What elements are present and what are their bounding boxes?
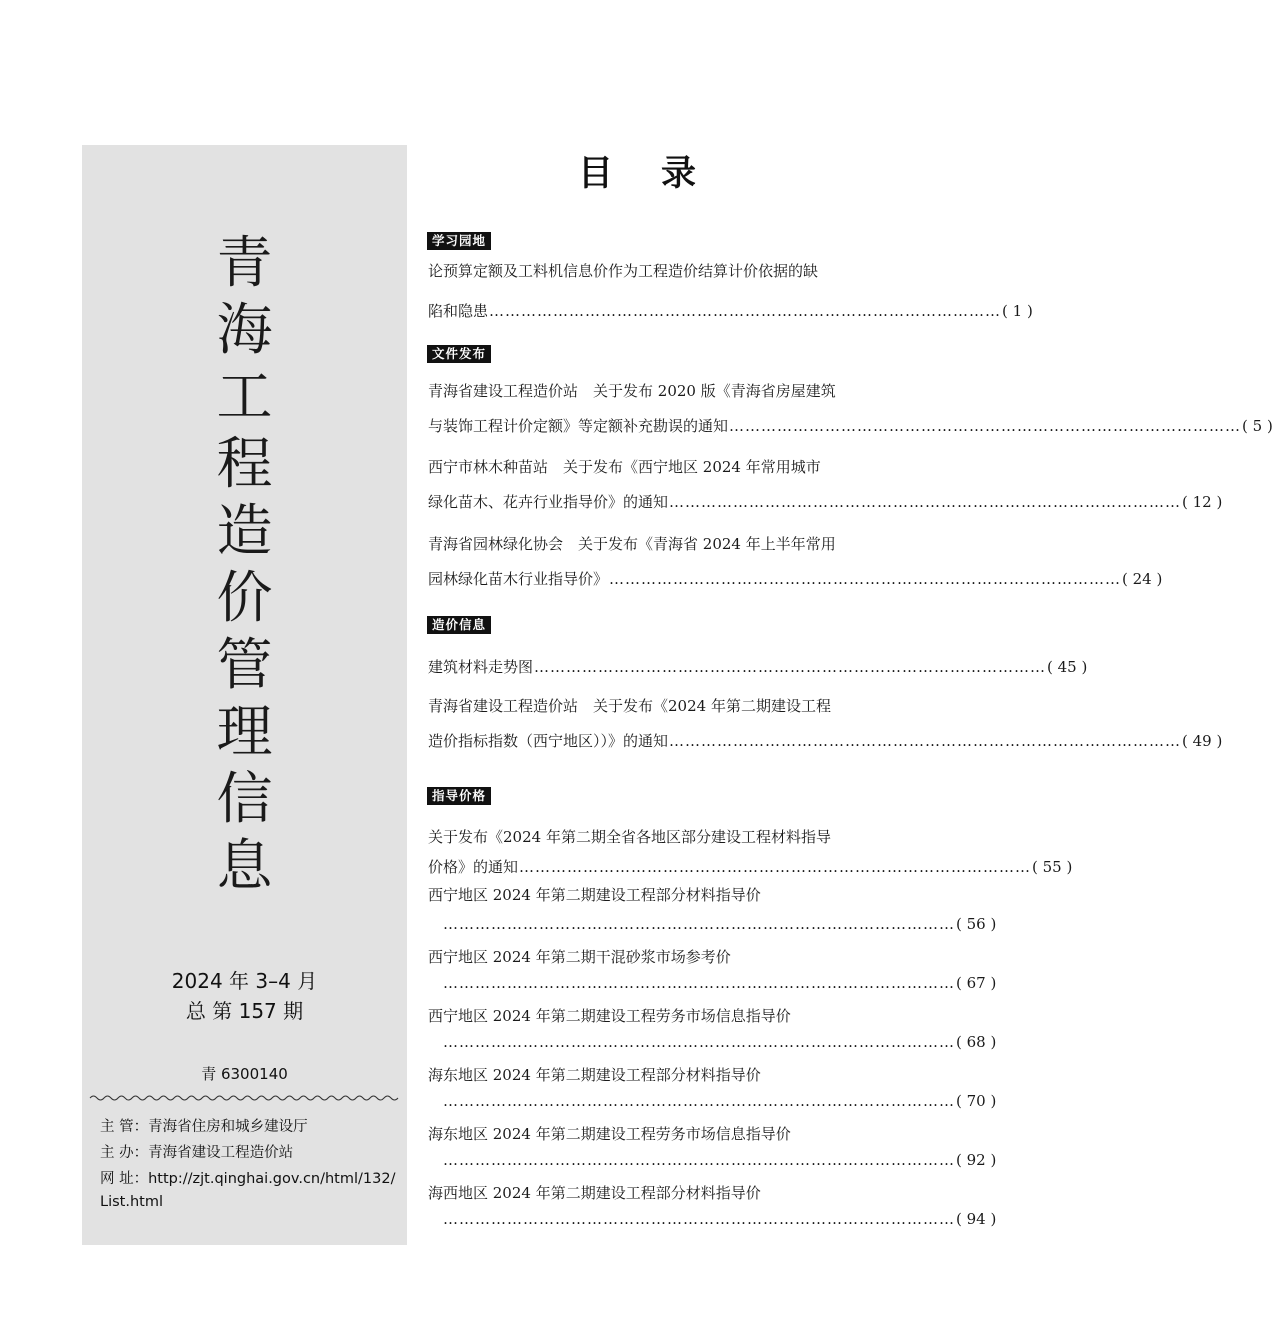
title-char: 价 <box>216 566 273 631</box>
page-number: ( 45 ) <box>1047 658 1088 676</box>
toc-entry-line[interactable] <box>428 883 870 907</box>
leader-dots: …………………………………………………………………………………… <box>609 570 1122 588</box>
toc-title: 目录 <box>578 154 745 194</box>
leader-dots: …………………………………………………………………………………… <box>669 493 1182 511</box>
toc-entry-text: 价格》的通知 <box>428 858 519 876</box>
toc-entry-line[interactable] <box>428 1181 870 1205</box>
title-char: 信 <box>216 767 273 832</box>
page-number: ( 70 ) <box>956 1092 997 1110</box>
page-number: ( 92 ) <box>956 1151 997 1169</box>
website-info-continued: List.html <box>100 1194 163 1210</box>
section-tag-documents: 文件发布 <box>427 345 491 363</box>
leader-dots: …………………………………………………………………………………… <box>729 417 1242 435</box>
toc-entry-line[interactable] <box>428 299 1033 323</box>
toc-entry-text: 园林绿化苗木行业指导价》 <box>428 570 609 588</box>
leader-dots: …………………………………………………………………………………… <box>443 1092 955 1110</box>
title-char: 程 <box>216 432 273 497</box>
toc-entry-line[interactable] <box>428 945 870 969</box>
page-number: ( 55 ) <box>1032 858 1073 876</box>
toc-entry-text: 造价指标指数（西宁地区））》的通知 <box>428 732 669 750</box>
toc-entry-line[interactable] <box>428 1063 870 1087</box>
page-number: ( 24 ) <box>1122 570 1163 588</box>
toc-entry-text: 海东地区 2024 年第二期建设工程劳务市场信息指导价 <box>428 1125 791 1143</box>
website-info: 网 址：http://zjt.qinghai.gov.cn/html/132/ <box>100 1171 396 1187</box>
page-number: ( 1 ) <box>1002 302 1033 320</box>
toc-entry-line[interactable] <box>428 1122 870 1146</box>
toc-entry-text: 青海省园林绿化协会 关于发布《青海省 2024 年上半年常用 <box>428 535 836 553</box>
toc-entry-line[interactable] <box>428 729 1223 753</box>
page-number: ( 49 ) <box>1182 732 1223 750</box>
toc-entry-text: 青海省建设工程造价站 关于发布 2020 版《青海省房屋建筑 <box>428 382 836 400</box>
toc-entry-line[interactable] <box>428 1030 997 1054</box>
leader-dots: …………………………………………………………………………………… <box>443 915 955 933</box>
toc-entry-line[interactable] <box>428 1089 997 1113</box>
toc-entry-line[interactable] <box>428 379 870 403</box>
sponsor-info: 主 办：青海省建设工程造价站 <box>100 1145 294 1161</box>
toc-entry-text: 西宁地区 2024 年第二期干混砂浆市场参考价 <box>428 948 731 966</box>
toc-entry-line[interactable] <box>428 1004 870 1028</box>
toc-entry-line[interactable] <box>428 455 870 479</box>
toc-entry-text: 青海省建设工程造价站 关于发布《2024 年第二期建设工程 <box>428 697 831 715</box>
leader-dots: …………………………………………………………………………………… <box>534 658 1047 676</box>
leader-dots: …………………………………………………………………………………… <box>443 1033 955 1051</box>
toc-entry-line[interactable] <box>428 971 997 995</box>
leader-dots: …………………………………………………………………………………… <box>443 1151 955 1169</box>
page-number: ( 5 ) <box>1242 417 1273 435</box>
leader-dots: …………………………………………………………………………………… <box>489 302 1002 320</box>
leader-dots: …………………………………………………………………………………… <box>519 858 1032 876</box>
title-char: 息 <box>216 834 273 899</box>
page-number: ( 56 ) <box>956 915 997 933</box>
toc-entry-line[interactable] <box>428 855 1073 879</box>
leader-dots: …………………………………………………………………………………… <box>443 974 955 992</box>
section-tag-cost-info: 造价信息 <box>427 616 491 634</box>
toc-entry-text: 陷和隐患 <box>428 302 489 320</box>
toc-entry-line[interactable] <box>428 694 870 718</box>
issue-total-number: 总 第 157 期 <box>185 999 304 1023</box>
title-char: 海 <box>216 298 273 363</box>
toc-entry-text: 与装饰工程计价定额》等定额补充勘误的通知 <box>428 417 729 435</box>
page-number: ( 94 ) <box>956 1210 997 1228</box>
magazine-title-vertical <box>82 230 407 900</box>
leader-dots: …………………………………………………………………………………… <box>669 732 1182 750</box>
page-number: ( 12 ) <box>1182 493 1223 511</box>
toc-entry-text: 西宁市林木种苗站 关于发布《西宁地区 2024 年常用城市 <box>428 458 821 476</box>
section-tag-guide-prices: 指导价格 <box>427 787 491 805</box>
toc-entry-line[interactable] <box>428 490 1223 514</box>
toc-entry-text: 绿化苗木、花卉行业指导价》的通知 <box>428 493 669 511</box>
title-char: 理 <box>216 700 273 765</box>
wavy-divider <box>90 1093 400 1103</box>
toc-entry-text: 关于发布《2024 年第二期全省各地区部分建设工程材料指导 <box>428 828 831 846</box>
page-number: ( 68 ) <box>956 1033 997 1051</box>
toc-entry-line[interactable] <box>428 825 870 849</box>
cover-sidebar <box>82 145 407 1245</box>
issue-date: 2024 年 3–4 月 <box>171 969 318 993</box>
toc-entry-line[interactable] <box>428 1207 997 1231</box>
page-number: ( 67 ) <box>956 974 997 992</box>
toc-entry-text: 西宁地区 2024 年第二期建设工程劳务市场信息指导价 <box>428 1007 791 1025</box>
section-tag-study: 学习园地 <box>427 232 491 250</box>
toc-entry-line[interactable] <box>428 532 870 556</box>
leader-dots: …………………………………………………………………………………… <box>443 1210 955 1228</box>
title-char: 工 <box>216 365 273 430</box>
title-char: 管 <box>216 633 273 698</box>
title-char: 青 <box>216 231 273 296</box>
toc-entry-line[interactable] <box>428 567 1163 591</box>
toc-entry-line[interactable] <box>428 655 1088 679</box>
toc-entry-text: 海东地区 2024 年第二期建设工程部分材料指导价 <box>428 1066 761 1084</box>
toc-entry-text: 论预算定额及工料机信息价作为工程造价结算计价依据的缺 <box>428 262 819 280</box>
publication-number: 青 6300140 <box>201 1065 288 1083</box>
toc-entry-text: 建筑材料走势图 <box>428 658 534 676</box>
supervisor-info: 主 管：青海省住房和城乡建设厅 <box>100 1119 308 1135</box>
title-char: 造 <box>216 499 273 564</box>
toc-entry-line[interactable] <box>428 259 870 283</box>
toc-entry-line[interactable] <box>428 1148 997 1172</box>
toc-entry-line[interactable] <box>428 414 1273 438</box>
toc-entry-line[interactable] <box>428 912 997 936</box>
toc-entry-text: 海西地区 2024 年第二期建设工程部分材料指导价 <box>428 1184 761 1202</box>
toc-entry-text: 西宁地区 2024 年第二期建设工程部分材料指导价 <box>428 886 761 904</box>
